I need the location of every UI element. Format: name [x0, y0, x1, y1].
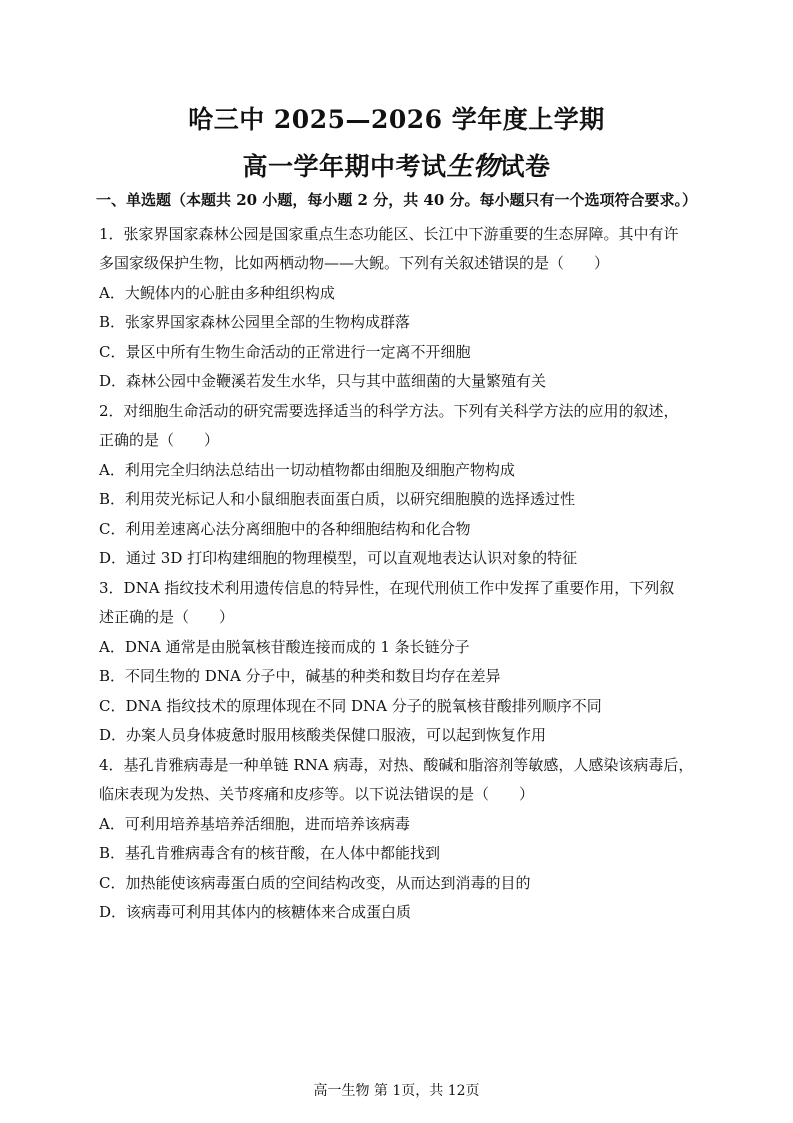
question-1-option-c: C．景区中所有生物生命活动的正常进行一定离不开细胞 [99, 343, 471, 361]
question-1-option-d: D．森林公园中金鞭溪若发生水华，只与其中蓝细菌的大量繁殖有关 [99, 372, 547, 390]
question-2-option-c: C．利用差速离心法分离细胞中的各种细胞结构和化合物 [99, 520, 471, 538]
question-2-option-a: A．利用完全归纳法总结出一切动植物都由细胞及细胞产物构成 [99, 461, 515, 479]
question-3-stem-line1: 3．DNA 指纹技术利用遗传信息的特异性，在现代刑侦工作中发挥了重要作用，下列叙 [99, 579, 675, 597]
question-4-option-d: D．该病毒可利用其体内的核糖体来合成蛋白质 [99, 903, 412, 921]
exam-title-line1: 哈三中 2025—2026 学年度上学期 [188, 105, 605, 134]
question-2-stem-line1: 2．对细胞生命活动的研究需要选择适当的科学方法。下列有关科学方法的应用的叙述， [99, 402, 679, 420]
exam-title-line2 [0, 146, 793, 183]
question-3-option-c: C．DNA 指纹技术的原理体现在不同 DNA 分子的脱氧核苷酸排列顺序不同 [99, 697, 602, 715]
question-2-option-d: D．通过 3D 打印构建细胞的物理模型，可以直观地表达认识对象的特征 [99, 549, 578, 567]
title-prefix: 高一学年期中考试 [242, 152, 447, 181]
question-4-option-a: A．可利用培养基培养活细胞，进而培养该病毒 [99, 815, 410, 833]
question-3-option-a: A．DNA 通常是由脱氧核苷酸连接而成的 1 条长链分子 [99, 638, 470, 656]
section-heading: 一、单选题（本题共 20 小题，每小题 2 分，共 40 分。每小题只有一个选项符合要求。） [96, 191, 698, 209]
question-1-option-a: A．大鲵体内的心脏由多种组织构成 [99, 284, 335, 302]
question-3-option-d: D．办案人员身体疲惫时服用核酸类保健口服液，可以起到恢复作用 [99, 726, 547, 744]
question-4-option-b: B．基孔肯雅病毒含有的核苷酸，在人体中都能找到 [99, 844, 441, 862]
question-3-stem-line2: 述正确的是（ ） [99, 608, 235, 626]
question-2-stem-line2: 正确的是（ ） [99, 431, 220, 449]
title-subject: 生物 [446, 152, 500, 182]
title-suffix: 试卷 [499, 152, 551, 181]
question-1-stem-line2: 多国家级保护生物，比如两栖动物——大鲵。下列有关叙述错误的是（ ） [99, 254, 610, 272]
page-footer: 高一生物 第 1页，共 12页 [313, 1083, 480, 1099]
question-1-option-b: B．张家界国家森林公园里全部的生物构成群落 [99, 313, 411, 331]
question-4-option-c: C．加热能使该病毒蛋白质的空间结构改变，从而达到消毒的目的 [99, 874, 531, 892]
question-3-option-b: B．不同生物的 DNA 分子中，碱基的种类和数目均存在差异 [99, 667, 501, 685]
question-1-stem-line1: 1．张家界国家森林公园是国家重点生态功能区、长江中下游重要的生态屏障。其中有许 [99, 225, 679, 243]
question-4-stem-line2: 临床表现为发热、关节疼痛和皮疹等。以下说法错误的是（ ） [99, 785, 535, 803]
question-4-stem-line1: 4．基孔肯雅病毒是一种单链 RNA 病毒，对热、酸碱和脂溶剂等敏感，人感染该病毒后， [99, 756, 694, 774]
question-2-option-b: B．利用荧光标记人和小鼠细胞表面蛋白质，以研究细胞膜的选择透过性 [99, 490, 576, 508]
